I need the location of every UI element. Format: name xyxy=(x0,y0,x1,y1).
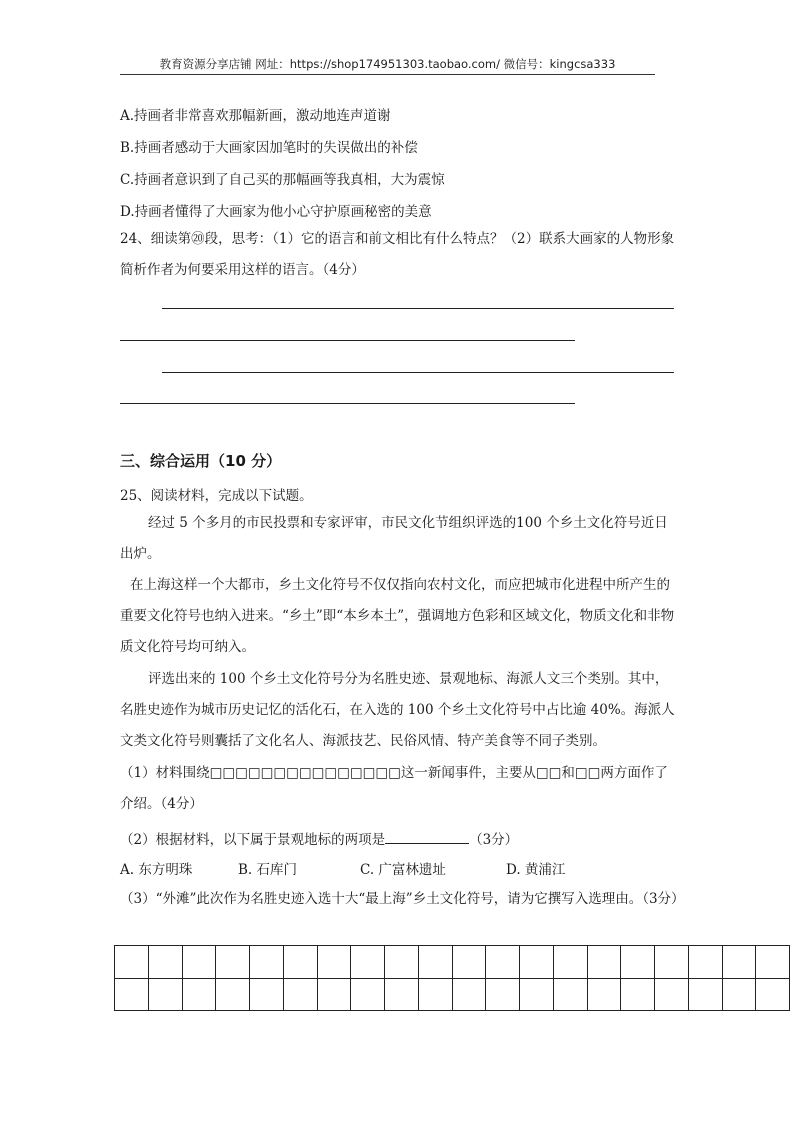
q25-subquestion-3: （3）“外滩”此次作为名胜史迹入选十大“最上海”乡土文化符号，请为它撰写入选理由。（3分） xyxy=(120,891,685,907)
q25-sub2-answer-blank[interactable] xyxy=(385,831,469,844)
grid-cell[interactable] xyxy=(486,978,520,1011)
grid-cell[interactable] xyxy=(115,978,149,1011)
grid-cell[interactable] xyxy=(587,946,621,979)
grid-cell[interactable] xyxy=(283,946,317,979)
grid-cell[interactable] xyxy=(182,978,216,1011)
grid-cell[interactable] xyxy=(520,946,554,979)
q24-question: 24、细读第⑳段，思考：（1）它的语言和前文相比有什么特点？（2）联系大画家的人物形象简析作者为何要采用这样的语言。（4分） xyxy=(120,231,675,278)
grid-cell[interactable] xyxy=(283,978,317,1011)
q23-option-a: A.持画者非常喜欢那幅新画，激动地连声道谢 xyxy=(120,108,391,124)
option-a: A. 东方明珠 xyxy=(120,862,193,878)
grid-cell[interactable] xyxy=(216,978,250,1011)
q25-subquestion-2 xyxy=(120,828,518,848)
grid-cell[interactable] xyxy=(115,946,149,979)
grid-cell[interactable] xyxy=(182,946,216,979)
grid-cell[interactable] xyxy=(621,978,655,1011)
grid-cell[interactable] xyxy=(520,978,554,1011)
grid-cell[interactable] xyxy=(587,978,621,1011)
q25-sub2-prefix: （2）根据材料，以下属于景观地标的两项是 xyxy=(120,832,386,848)
answer-line-4[interactable] xyxy=(120,403,575,404)
grid-cell[interactable] xyxy=(688,978,722,1011)
grid-cell[interactable] xyxy=(385,946,419,979)
grid-cell[interactable] xyxy=(655,946,689,979)
grid-cell[interactable] xyxy=(148,978,182,1011)
grid-cell[interactable] xyxy=(418,946,452,979)
answer-line-2[interactable] xyxy=(120,340,575,341)
grid-cell[interactable] xyxy=(655,978,689,1011)
option-d: D. 黄浦江 xyxy=(506,862,566,878)
grid-cell[interactable] xyxy=(621,946,655,979)
q25-paragraph-2: 在上海这样一个大都市，乡土文化符号不仅仅指向农村文化，而应把城市化进程中所产生的重要文化符号也纳入进来。“乡土”即“本乡本土”，强调地方色彩和区域文化，物质文化和非物质文化符号均可纳入。 xyxy=(120,577,675,655)
q23-option-d: D.持画者懂得了大画家为他小心守护原画秘密的美意 xyxy=(120,204,432,220)
answer-line-3[interactable] xyxy=(162,372,674,373)
answer-grid[interactable] xyxy=(114,945,790,1011)
grid-cell[interactable] xyxy=(148,946,182,979)
grid-cell[interactable] xyxy=(250,978,284,1011)
answer-line-1[interactable] xyxy=(162,308,674,309)
grid-cell[interactable] xyxy=(688,946,722,979)
grid-cell[interactable] xyxy=(351,946,385,979)
grid-cell[interactable] xyxy=(452,978,486,1011)
grid-cell[interactable] xyxy=(486,946,520,979)
option-c: C. 广富林遗址 xyxy=(360,862,446,878)
answer-grid-row xyxy=(115,978,790,1011)
q25-subquestion-1: （1）材料围绕□□□□□□□□□□□□□□□这一新闻事件，主要从□□和□□两方面作了介绍。（4分） xyxy=(120,765,668,812)
grid-cell[interactable] xyxy=(553,946,587,979)
grid-cell[interactable] xyxy=(317,978,351,1011)
section-title: 三、综合运用（10 分） xyxy=(120,452,282,470)
grid-cell[interactable] xyxy=(756,978,790,1011)
grid-cell[interactable] xyxy=(385,978,419,1011)
grid-cell[interactable] xyxy=(722,978,756,1011)
header-rule xyxy=(120,74,655,75)
q25-paragraph-1: 经过 5 个多月的市民投票和专家评审，市民文化节组织评选的100 个乡土文化符号近日出炉。 xyxy=(120,515,668,562)
grid-cell[interactable] xyxy=(317,946,351,979)
q25-intro: 25、阅读材料，完成以下试题。 xyxy=(120,488,313,504)
grid-cell[interactable] xyxy=(722,946,756,979)
grid-cell[interactable] xyxy=(250,946,284,979)
grid-cell[interactable] xyxy=(452,946,486,979)
grid-cell[interactable] xyxy=(553,978,587,1011)
option-b: B. 石库门 xyxy=(238,862,298,878)
q23-option-c: C.持画者意识到了自己买的那幅画等我真相，大为震惊 xyxy=(120,172,445,188)
answer-grid-row xyxy=(115,946,790,979)
grid-cell[interactable] xyxy=(418,978,452,1011)
page-header: 教育资源分享店铺 网址：https://shop174951303.taobao.com/ 微信号：kingcsa333 xyxy=(159,57,616,71)
q25-sub2-suffix: （3分） xyxy=(469,832,519,848)
grid-cell[interactable] xyxy=(216,946,250,979)
grid-cell[interactable] xyxy=(756,946,790,979)
q25-paragraph-3: 评选出来的 100 个乡土文化符号分为名胜史迹、景观地标、海派人文三个类别。其中，名胜史迹作为城市历史记忆的活化石，在入选的 100 个乡土文化符号中占比逾 40%。海派人文类文化符号则囊括了文化名人、海派技艺、民俗风情、特产美食等不同子类别。 xyxy=(120,671,675,749)
grid-cell[interactable] xyxy=(351,978,385,1011)
q23-option-b: B.持画者感动于大画家因加笔时的失误做出的补偿 xyxy=(120,140,418,156)
